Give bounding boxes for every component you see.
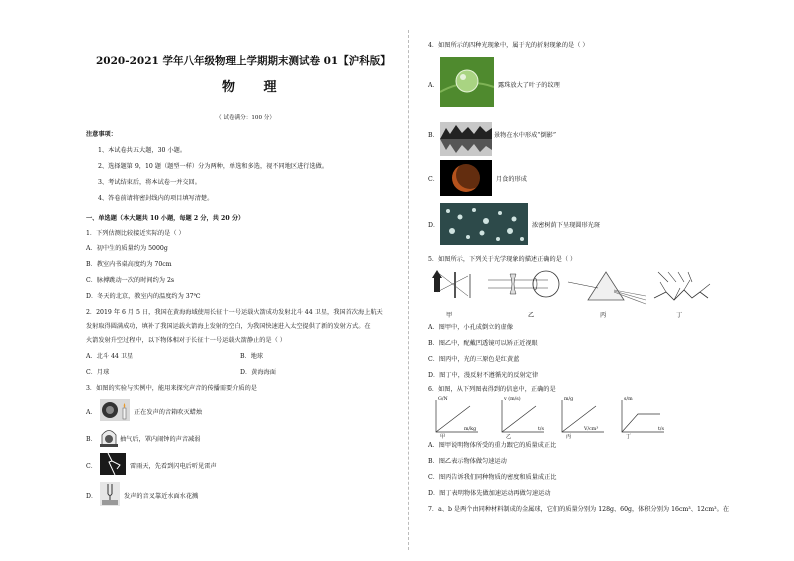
option-d: D．图丁中，漫反射不遵循光的反射定律 (428, 372, 539, 379)
figure-label: 丁 (676, 312, 683, 319)
option-letter: A． (428, 82, 439, 89)
option-c: C．月球 (86, 369, 110, 376)
prism-figure (568, 272, 646, 304)
option-d: D．黄海海面 (240, 369, 276, 376)
option-a: A．初中生的质量约为 5000g (86, 245, 168, 252)
graph-label: 丙 (566, 434, 572, 440)
option-text: 抽气后，罩内闹钟的声音减弱 (120, 436, 201, 443)
note-item: 2、选择题第 9，10 题（题型一样）分为两种，单选和多选，视不同地区进行选做。 (98, 163, 329, 170)
pinhole-figure (432, 270, 470, 298)
note-item: 4、答卷前请将密封线内的项目填写清楚。 (98, 195, 214, 202)
option-b: B．教室内书桌高度约为 70cm (86, 261, 172, 268)
exam-title: 2020-2021 学年八年级物理上学期期末测试卷 01【沪科版】 (96, 55, 391, 67)
option-c: C．图丙中，光的三原色是红黄蓝 (428, 356, 520, 363)
question-stem: 7．a、b 是两个由同种材料制成的金属球，它们的质量分别为 128g、60g，体积分别为 16cm³、12cm³。在 (428, 506, 730, 513)
axis-label-y: v (m/s) (504, 397, 521, 402)
option-a: A．北斗 44 卫星 (86, 353, 134, 360)
option-a: A．图甲中，小孔成倒立的虚像 (428, 324, 513, 331)
option-b: B．图乙中，配戴凹透镜可以矫正近视眼 (428, 340, 538, 347)
notes-heading: 注意事项： (86, 131, 117, 138)
tree-shade-image (440, 203, 528, 245)
axis-label-y: G/N (438, 397, 448, 402)
axis-label-x: m/kg (464, 427, 477, 432)
option-text: 景物在水中形成“倒影” (494, 132, 557, 139)
axis-label-x: t/s (658, 427, 665, 432)
option-c: C．脉搏跳动一次的时间约为 2s (86, 277, 175, 284)
subject-title: 物 理 (222, 80, 289, 95)
option-text: 露珠放大了叶子的纹理 (498, 82, 560, 89)
tuning-fork-image (100, 482, 120, 506)
question-stem: 3．如图的实验与实例中，能用来探究声音的传播需要介质的是 (86, 385, 257, 392)
option-a: A．图甲说明物体所受的重力跟它的质量成正比 (428, 442, 557, 449)
axis-label-x: t/s (538, 427, 545, 432)
bell-jar-image (100, 427, 118, 447)
page-divider (408, 30, 409, 550)
option-d: D．图丁表明物体先做加速运动再做匀速运动 (428, 490, 551, 497)
note-item: 1、本试卷共五大题，30 小题。 (98, 147, 187, 154)
lightning-image (100, 453, 126, 475)
axis-label-y: s/m (624, 397, 633, 402)
graph-label: 甲 (440, 434, 446, 440)
option-letter: C． (86, 463, 97, 470)
water-reflection-image (440, 122, 492, 156)
option-text: 正在发声的音箱吹灭蜡烛 (134, 409, 203, 416)
graph-label: 乙 (506, 434, 512, 440)
option-c: C．图丙告诉我们同种物质的密度和质量成正比 (428, 474, 557, 481)
lunar-eclipse-image (440, 160, 492, 196)
option-letter: B． (86, 436, 97, 443)
score-note: （ 试卷满分：100 分） (216, 115, 275, 121)
question-stem: 6．如图，从下列图表得到的信息中，正确的是 (428, 386, 556, 393)
question-stem: 5．如图所示，下列关于光学现象的描述正确的是（ ） (428, 256, 577, 263)
note-item: 3、考试结束后，将本试卷一并交回。 (98, 179, 201, 186)
question-stem: 4．如图所示的四种光现象中，属于光的折射现象的是（ ） (428, 42, 589, 49)
option-d: D．冬天的北京，教室内的温度约为 37℃ (86, 293, 201, 300)
option-letter: A． (86, 409, 97, 416)
axis-label-x: V/cm³ (584, 427, 599, 432)
question-line: 火箭发射升空过程中，以下物体相对于长征十一号运载火箭静止的是（ ） (86, 337, 286, 344)
figure-label: 甲 (446, 312, 453, 319)
question-line: 2．2019 年 6 月 5 日，我国在黄海海域使用长征十一号运载火箭成功发射北斗 44 卫星，我国首次海上航天 (86, 309, 383, 316)
option-text: 雷雨天，先看到闪电后听见雷声 (130, 463, 217, 470)
section-heading: 一、单选题（本大题共 10 小题，每题 2 分，共 20 分） (86, 215, 245, 222)
dewdrop-leaf-image (440, 57, 494, 107)
axis-label-y: m/g (564, 397, 574, 402)
speaker-candle-image (100, 399, 130, 421)
graph-label: 丁 (626, 434, 632, 440)
eye-lens-figure (488, 271, 559, 297)
option-letter: B． (428, 132, 439, 139)
question-line: 发射取得圆满成功，填补了我国运载火箭海上发射的空白，为我国快速进入太空提供了新的发射方式。在 (86, 323, 371, 330)
figure-label: 乙 (528, 312, 535, 319)
option-text: 浓密树荫下呈现圆形光斑 (532, 222, 601, 229)
option-text: 月食的形成 (496, 176, 527, 183)
option-b: B．地球 (240, 353, 264, 360)
question-stem: 1．下列估测比较接近实际的是（ ） (86, 230, 185, 237)
option-text: 发声的音叉靠近水面水花溅 (124, 493, 199, 500)
diffuse-reflection-figure (654, 272, 710, 300)
option-letter: D． (86, 493, 98, 500)
option-letter: D． (428, 222, 440, 229)
option-letter: C． (428, 176, 439, 183)
option-b: B．图乙表示物体做匀速运动 (428, 458, 507, 465)
figure-label: 丙 (600, 312, 607, 319)
q6-graphs (428, 396, 728, 442)
